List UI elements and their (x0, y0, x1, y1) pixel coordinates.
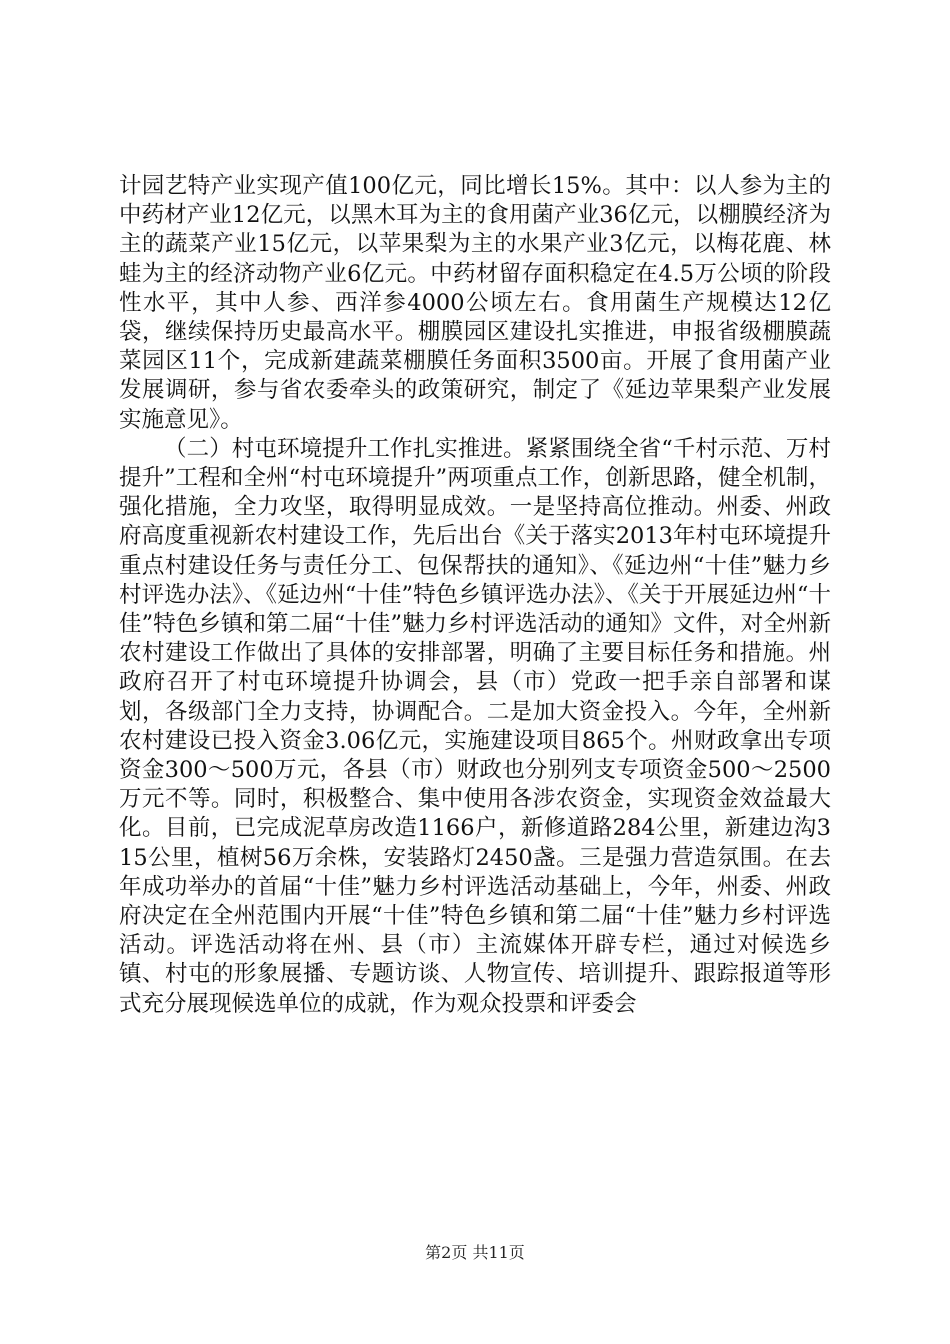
paragraph-village-environment: （二）村屯环境提升工作扎实推进。紧紧围绕全省“千村示范、万村提升”工程和全州“村屯环境提升”两项重点工作，创新思路，健全机制，强化措施，全力攻坚，取得明显成效。一是坚持高位推动。州委、州政府高度重视新农村建设工作，先后出台《关于落实2013年村屯环境提升重点村建设任务与责任分工、包保帮扶的通知》、《延边州“十佳”魅力乡村评选办法》、《延边州“十佳”特色乡镇评选办法》、《关于开展延边州“十佳”特色乡镇和第二届“十佳”魅力乡村评选活动的通知》文件，对全州新农村建设工作做出了具体的安排部署，明确了主要目标任务和措施。州政府召开了村屯环境提升协调会，县（市）党政一把手亲自部署和谋划，各级部门全力支持，协调配合。二是加大资金投入。今年，全州新农村建设已投入资金3.06亿元，实施建设项目865个。州财政拿出专项资金300～500万元，各县（市）财政也分别列支专项资金500～2500万元不等。同时，积极整合、集中使用各涉农资金，实现资金效益最大化。目前，已完成泥草房改造1166户，新修道路284公里，新建边沟315公里，植树56万余株，安装路灯2450盏。三是强力营造氛围。在去年成功举办的首届“十佳”魅力乡村评选活动基础上，今年，州委、州政府决定在全州范围内开展“十佳”特色乡镇和第二届“十佳”魅力乡村评选活动。评选活动将在州、县（市）主流媒体开辟专栏，通过对候选乡镇、村屯的形象展播、专题访谈、人物宣传、培训提升、跟踪报道等形式充分展现候选单位的成就，作为观众投票和评委会 (119, 435, 831, 1017)
document-body (119, 172, 831, 1019)
page-footer: 第2页 共11页 (425, 1243, 525, 1262)
paragraph-continued: 计园艺特产业实现产值100亿元，同比增长15%。其中：以人参为主的中药材产业12亿元，以黑木耳为主的食用菌产业36亿元，以棚膜经济为主的蔬菜产业15亿元，以苹果梨为主的水果产业3亿元，以梅花鹿、林蛙为主的经济动物产业6亿元。中药材留存面积稳定在4.5万公顷的阶段性水平，其中人参、西洋参4000公顷左右。食用菌生产规模达12亿袋，继续保持历史最高水平。棚膜园区建设扎实推进，申报省级棚膜蔬菜园区11个，完成新建蔬菜棚膜任务面积3500亩。开展了食用菌产业发展调研，参与省农委牵头的政策研究，制定了《延边苹果梨产业发展实施意见》。 (119, 173, 831, 433)
